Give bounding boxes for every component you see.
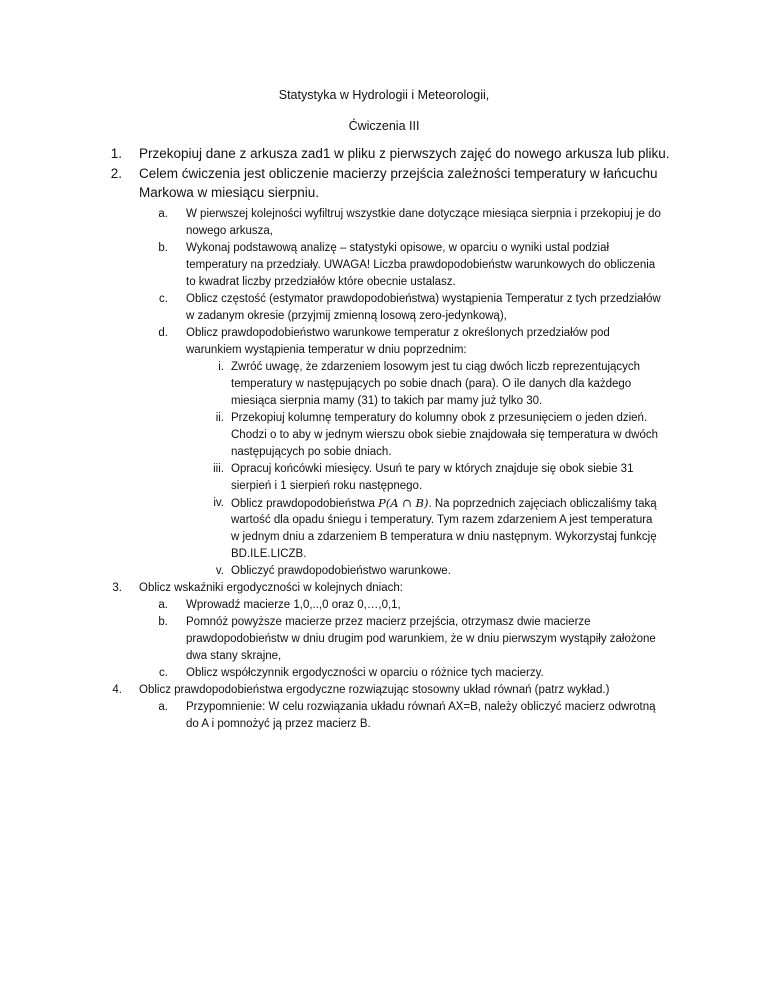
item-text: W pierwszej kolejności wyfiltruj wszystkie dane dotyczące miesiąca sierpnia i przekopiuj je do — [186, 208, 661, 220]
item-text: Obliczyć prawdopodobieństwo warunkowe. — [231, 565, 451, 577]
item-text: w jednym dniu a zdarzeniem B temperatura w dniu następnym. Wykorzystaj funkcję — [231, 531, 657, 543]
item-text: w zadanym okresie (przyjmij zmienną losową zero-jedynkową), — [186, 310, 507, 322]
item-number: d. — [158, 327, 168, 339]
item-text: następujących po sobie dniach. — [231, 446, 392, 458]
item-text: Oblicz częstość (estymator prawdopodobieństwa) wystąpienia Temperatur z tych przedziałów — [186, 293, 661, 305]
item-text: miesiąca sierpnia mamy (31) to takich par mamy już tylko 30. — [231, 395, 543, 407]
item-text: Chodzi o to aby w jednym wierszu obok siebie znajdowała się temperatura w dwóch — [231, 429, 658, 441]
item-text: Oblicz współczynnik ergodyczności w oparciu o różnice tych macierzy. — [186, 667, 544, 679]
item-text: Markowa w miesiącu sierpniu. — [139, 185, 320, 200]
item-text: temperatury na przedziały. UWAGA! Liczba prawdopodobieństw warunkowych do obliczenia — [186, 259, 656, 271]
item-number: 3. — [112, 582, 122, 594]
item-number: iv. — [213, 497, 224, 509]
item-number: ii. — [215, 412, 224, 424]
item-number: b. — [158, 242, 168, 254]
item-number: a. — [158, 208, 168, 220]
item-number: a. — [158, 701, 168, 713]
item-text: Celem ćwiczenia jest obliczenie macierzy przejścia zależności temperatury w łańcuchu — [139, 166, 658, 181]
item-text: Przypomnienie: W celu rozwiązania układu równań AX=B, należy obliczyć macierz odwrotną — [186, 701, 656, 713]
item-text: Przekopiuj dane z arkusza zad1 w pliku z pierwszych zajęć do nowego arkusza lub pliku. — [139, 146, 670, 161]
item-text: warunkiem wystąpienia temperatur w dniu poprzednim: — [186, 344, 467, 356]
item-text: Oblicz prawdopodobieństwo warunkowe temperatur z określonych przedziałów pod — [186, 327, 610, 339]
item-text: prawdopodobieństw w dniu drugim pod warunkiem, że w dniu pierwszym wystąpiły założone — [186, 633, 656, 645]
item-number: 1. — [110, 146, 122, 161]
item-text-line — [231, 495, 657, 513]
item-text: Oblicz wskaźniki ergodyczności w kolejnych dniach: — [139, 582, 403, 594]
item-text: Wykonaj podstawową analizę – statystyki opisowe, w oparciu o wyniki ustal podział — [186, 242, 610, 254]
item-text: wartość dla opadu śniegu i temperatury. Tym razem zdarzeniem A jest temperatura — [231, 514, 653, 526]
item-number: c. — [159, 667, 168, 679]
item-text: Opracuj końcówki miesięcy. Usuń te pary w których znajduje się obok siebie 31 — [231, 463, 634, 475]
item-text: do A i pomnożyć ją przez macierz B. — [186, 718, 371, 730]
document-title: Statystyka w Hydrologii i Meteorologii, — [278, 88, 490, 102]
math-expression: P(A ∩ B) — [378, 496, 429, 510]
item-text: Pomnóż powyższe macierze przez macierz przejścia, otrzymasz dwie macierze — [186, 616, 591, 628]
item-text: temperatury w następujących po sobie dnach (para). O ile danych dla każdego — [231, 378, 632, 390]
item-number: 2. — [110, 166, 122, 181]
item-text: Przekopiuj kolumnę temperatury do kolumny obok z przesunięciem o jeden dzień. — [231, 412, 648, 424]
item-text: BD.ILE.LICZB. — [231, 548, 307, 560]
document-subtitle: Ćwiczenia III — [348, 119, 420, 133]
item-number: i. — [218, 361, 224, 373]
item-text: Zwróć uwagę, że zdarzeniem losowym jest tu ciąg dwóch liczb reprezentujących — [231, 361, 641, 373]
item-text: . Na poprzednich zajęciach obliczaliśmy taką — [428, 498, 657, 510]
item-number: b. — [158, 616, 168, 628]
item-text: to kwadrat liczby przedziałów które obecnie ustalasz. — [186, 276, 456, 288]
item-number: a. — [158, 599, 168, 611]
item-number: 4. — [112, 684, 122, 696]
item-number: v. — [215, 565, 224, 577]
item-text: Oblicz prawdopodobieństwa ergodyczne rozwiązując stosowny układ równań (patrz wykład.) — [139, 684, 610, 696]
item-number: iii. — [213, 463, 224, 475]
item-number: c. — [159, 293, 168, 305]
item-text: nowego arkusza, — [186, 225, 273, 237]
item-text: dwa stany skrajne, — [186, 650, 282, 662]
item-text: sierpień i 1 sierpień roku następnego. — [231, 480, 423, 492]
item-text: Oblicz prawdopodobieństwa — [231, 498, 379, 510]
item-text: Wprowadź macierze 1,0,..,0 oraz 0,…,0,1, — [186, 599, 401, 611]
